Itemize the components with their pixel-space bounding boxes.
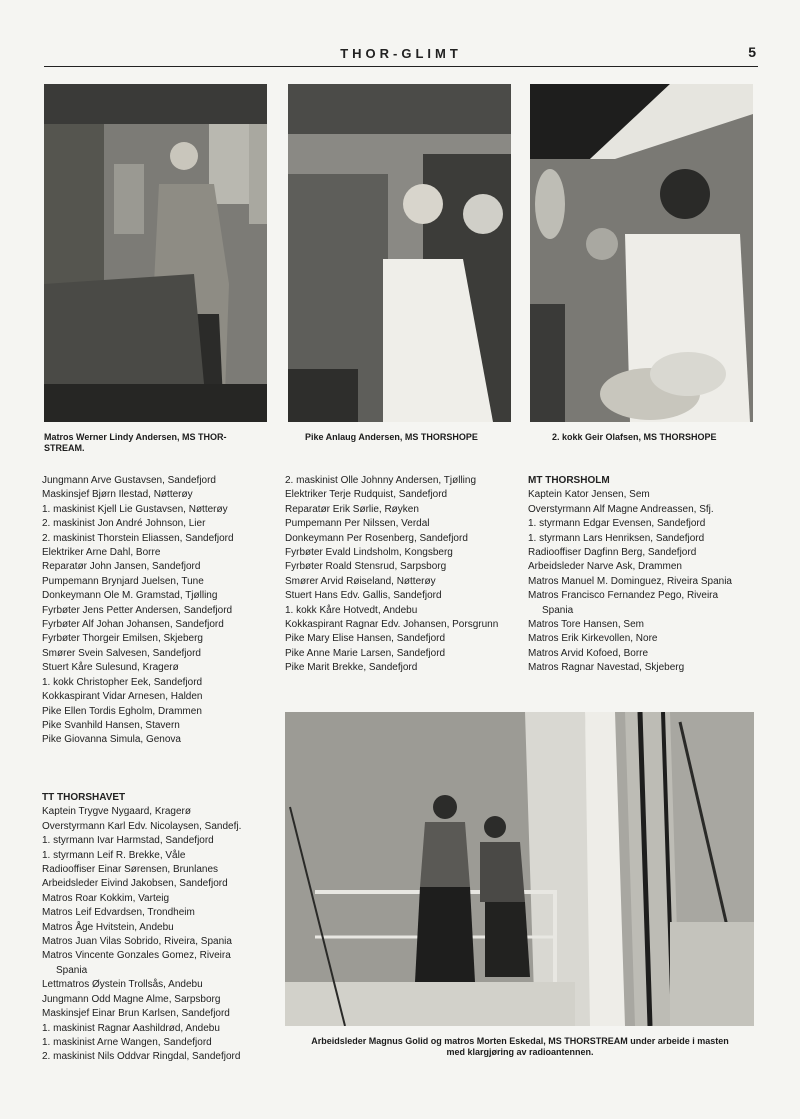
crew-list-left-top: [42, 474, 234, 748]
crew-line: Arbeidsleder Eivind Jakobsen, Sandefjord: [42, 878, 228, 890]
crew-line: Maskinsjef Bjørn Ilestad, Nøtterøy: [42, 489, 193, 501]
crew-line: Jungmann Arve Gustavsen, Sandefjord: [42, 475, 216, 486]
crew-line: Spania: [542, 604, 574, 616]
crew-line: Pumpemann Brynjard Juelsen, Tune: [42, 575, 204, 587]
crew-line: Matros Manuel M. Dominguez, Riveira Spania: [528, 575, 732, 587]
crew-line: Arbeidsleder Narve Ask, Drammen: [528, 561, 682, 573]
crew-line: Fyrbøter Thorgeir Emilsen, Skjeberg: [42, 633, 203, 645]
caption-photo-cook: 2. kokk Geir Olafsen, MS THORSHOPE: [552, 432, 717, 442]
crew-line: Radiooffiser Dagfinn Berg, Sandefjord: [528, 547, 697, 559]
crew-line: Pike Ellen Tordis Egholm, Drammen: [42, 705, 202, 717]
caption-photo-mast-workers: [285, 1036, 755, 1058]
magazine-title: THOR-GLIMT: [340, 46, 462, 61]
crew-line: 2. maskinist Thorstein Eliassen, Sandefjord: [42, 532, 234, 544]
crew-line: Elektriker Terje Rudquist, Sandefjord: [285, 489, 448, 501]
crew-line: Pike Giovanna Simula, Genova: [42, 734, 181, 746]
crew-line: Elektriker Arne Dahl, Borre: [42, 547, 161, 559]
crew-list-thorsholm: [528, 474, 732, 676]
crew-line: Fyrbøter Evald Lindsholm, Kongsberg: [285, 547, 453, 559]
crew-line: Fyrbøter Roald Stensrud, Sarpsborg: [285, 561, 447, 573]
caption-line: STREAM.: [44, 443, 85, 453]
crew-line: 2. maskinist Nils Oddvar Ringdal, Sandefjord: [42, 1051, 241, 1063]
page-number: 5: [748, 44, 756, 60]
page-header: [44, 44, 758, 67]
caption-photo-helmsman: [44, 432, 274, 454]
caption-photo-galley-woman: Pike Anlaug Andersen, MS THORSHOPE: [305, 432, 478, 442]
photo-mast-workers: [285, 712, 754, 1026]
crew-line: Matros Leif Edvardsen, Trondheim: [42, 907, 195, 919]
crew-line: Lettmatros Øystein Trollsås, Andebu: [42, 979, 203, 991]
crew-line: Pumpemann Per Nilssen, Verdal: [285, 518, 430, 530]
crew-line: Pike Svanhild Hansen, Stavern: [42, 719, 180, 731]
crew-line: 1. styrmann Leif R. Brekke, Våle: [42, 849, 186, 861]
crew-line: Jungmann Odd Magne Alme, Sarpsborg: [42, 993, 221, 1005]
crew-line: Matros Francisco Fernandez Pego, Riveira: [528, 590, 719, 602]
crew-line: Overstyrmann Alf Magne Andreassen, Sfj.: [528, 503, 714, 515]
crew-line: Kokkaspirant Vidar Arnesen, Halden: [42, 691, 203, 703]
crew-line: 2. maskinist Jon André Johnson, Lier: [42, 518, 206, 530]
crew-line: 1. styrmann Edgar Evensen, Sandefjord: [528, 518, 706, 530]
photo-cook: [530, 84, 753, 422]
crew-line: Kaptein Trygve Nygaard, Kragerø: [42, 806, 191, 818]
crew-line: Matros Erik Kirkevollen, Nore: [528, 633, 658, 645]
crew-list-middle: [285, 474, 498, 676]
crew-line: 1. maskinist Ragnar Aashildrød, Andebu: [42, 1022, 220, 1034]
crew-line: Matros Åge Hvitstein, Andebu: [42, 921, 174, 933]
crew-line: Matros Vincente Gonzales Gomez, Riveira: [42, 950, 231, 962]
caption-line: Arbeidsleder Magnus Golid og matros Morten Eskedal, MS THORSTREAM under arbeide i masten: [311, 1036, 729, 1046]
crew-line: Fyrbøter Jens Petter Andersen, Sandefjord: [42, 604, 233, 616]
ship-heading-thorshavet: TT THORSHAVET: [42, 792, 126, 803]
crew-line: Kaptein Kator Jensen, Sem: [528, 489, 650, 501]
crew-line: Pike Mary Elise Hansen, Sandefjord: [285, 633, 446, 645]
crew-line: Pike Anne Marie Larsen, Sandefjord: [285, 647, 446, 659]
crew-line: Smører Arvid Røiseland, Nøtterøy: [285, 575, 436, 587]
crew-line: 1. kokk Kåre Hotvedt, Andebu: [285, 604, 418, 616]
crew-line: Fyrbøter Alf Johan Johansen, Sandefjord: [42, 619, 224, 631]
ship-heading-thorsholm: MT THORSHOLM: [528, 475, 610, 486]
crew-line: Reparatør John Jansen, Sandefjord: [42, 561, 201, 573]
photo-galley-woman: [288, 84, 511, 422]
crew-line: Reparatør Erik Sørlie, Røyken: [285, 503, 419, 515]
crew-line: Kokkaspirant Ragnar Edv. Johansen, Porsgrunn: [285, 619, 499, 631]
crew-list-thorshavet: [42, 791, 241, 1065]
crew-line: 1. styrmann Ivar Harmstad, Sandefjord: [42, 835, 214, 847]
crew-line: Radiooffiser Einar Sørensen, Brunlanes: [42, 864, 219, 876]
crew-line: Donkeymann Ole M. Gramstad, Tjølling: [42, 590, 218, 602]
crew-line: Matros Tore Hansen, Sem: [528, 619, 644, 631]
caption-line: med klargjøring av radioantennen.: [446, 1047, 594, 1057]
crew-line: 2. maskinist Olle Johnny Andersen, Tjølling: [285, 475, 477, 486]
crew-line: 1. kokk Christopher Eek, Sandefjord: [42, 676, 203, 688]
crew-line: Pike Marit Brekke, Sandefjord: [285, 662, 418, 674]
caption-line: Matros Werner Lindy Andersen, MS THOR-: [44, 432, 227, 442]
crew-line: Stuert Kåre Sulesund, Kragerø: [42, 662, 179, 674]
crew-line: Matros Arvid Kofoed, Borre: [528, 647, 649, 659]
crew-line: Matros Ragnar Navestad, Skjeberg: [528, 662, 685, 674]
crew-line: Smører Svein Salvesen, Sandefjord: [42, 647, 201, 659]
crew-line: Stuert Hans Edv. Gallis, Sandefjord: [285, 590, 442, 602]
photo-helmsman: [44, 84, 267, 422]
crew-line: 1. styrmann Lars Henriksen, Sandefjord: [528, 532, 705, 544]
crew-line: Spania: [56, 964, 88, 976]
crew-line: Donkeymann Per Rosenberg, Sandefjord: [285, 532, 468, 544]
crew-line: Overstyrmann Karl Edv. Nicolaysen, Sandefj.: [42, 820, 242, 832]
crew-line: 1. maskinist Kjell Lie Gustavsen, Nøtterøy: [42, 503, 228, 515]
crew-line: Matros Roar Kokkim, Varteig: [42, 892, 170, 904]
crew-line: Maskinsjef Einar Brun Karlsen, Sandefjord: [42, 1008, 230, 1020]
crew-line: Matros Juan Vilas Sobrido, Riveira, Spania: [42, 936, 232, 948]
crew-line: 1. maskinist Arne Wangen, Sandefjord: [42, 1036, 212, 1048]
